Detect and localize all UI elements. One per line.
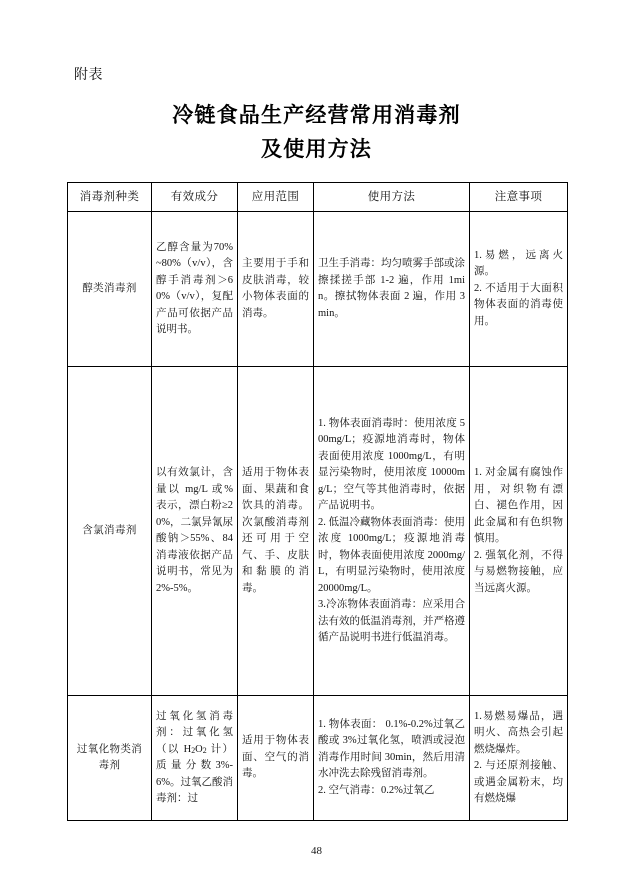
- caution-item: 1.易燃，远离火源。: [474, 249, 563, 278]
- column-header-usage: 使用方法: [314, 183, 470, 212]
- usage-item: 2. 低温冷藏物体表面消毒：使用浓度 1000mg/L；疫源地消毒时，物体表面使用浓度 2000mg/L，有明显污染物时，使用浓度 20000mg/L。: [318, 516, 465, 594]
- table-row: [68, 367, 568, 696]
- cell-usage: [314, 696, 470, 821]
- column-header-active-ingredient: 有效成分: [152, 183, 238, 212]
- cell-category: 过氧化物类消毒剂: [68, 696, 152, 821]
- disinfectant-table: [67, 182, 568, 821]
- cell-active-ingredient: [152, 696, 238, 821]
- cell-active-ingredient: 乙醇含量为70%~80%（v/v），含醇手消毒剂＞60%（v/v），复配产品可依据产品说明书。: [152, 212, 238, 367]
- cell-scope: 适用于物体表面、果蔬和食饮具的消毒。次氯酸消毒剂还可用于空气、手、皮肤和黏膜的消毒。: [238, 367, 314, 696]
- caution-item: 2. 强氧化剂，不得与易燃物接触，应当远离火源。: [474, 549, 563, 594]
- active-ingredient-suffix: 计）质量分数3%-6%。过氧乙酸消毒剂：过: [156, 743, 234, 804]
- cell-cautions: [470, 696, 568, 821]
- column-header-scope: 应用范围: [238, 183, 314, 212]
- formula-subscript: 2: [191, 746, 196, 756]
- cell-category: 醇类消毒剂: [68, 212, 152, 367]
- cell-category: 含氯消毒剂: [68, 367, 152, 696]
- usage-item: 1. 物体表面： 0.1%-0.2%过氧乙酸或 3%过氧化氢，喷洒或浸泡消毒作用时间 30min，然后用清水冲洗去除残留消毒剂。: [318, 718, 465, 780]
- table-row: [68, 212, 568, 367]
- cell-scope: 主要用于手和皮肤消毒，较小物体表面的消毒。: [238, 212, 314, 367]
- page-title-line-2: 及使用方法: [261, 137, 372, 161]
- attachment-label: 附表: [74, 68, 103, 83]
- cell-usage: 卫生手消毒：均匀喷雾手部或涂擦揉搓手部 1-2 遍，作用 1min。擦拭物体表面 2 遍，作用 3min。: [314, 212, 470, 367]
- cell-active-ingredient: 以有效氯计，含量以 mg/L 或%表示，漂白粉≥20%，二氯异氰尿酸钠＞55%、84 消毒液依据产品说明书，常见为2%-5%。: [152, 367, 238, 696]
- caution-item: 2. 不适用于大面积物体表面的消毒使用。: [474, 282, 563, 327]
- page-number: 48: [311, 845, 322, 857]
- page-title: [0, 98, 633, 166]
- cell-cautions: [470, 212, 568, 367]
- page-title-line-1: 冷链食品生产经营常用消毒剂: [172, 103, 461, 127]
- caution-item: 2. 与还原剂接触、或遇金属粉末，均有燃烧爆: [474, 760, 563, 804]
- column-header-cautions: 注意事项: [470, 183, 568, 212]
- table-row: [68, 696, 568, 821]
- column-header-category: 消毒剂种类: [68, 183, 152, 212]
- cell-scope: 适用于物体表面、空气的消毒。: [238, 696, 314, 821]
- table-header-row: [68, 183, 568, 212]
- formula-subscript: 2: [202, 746, 207, 756]
- usage-item: 1. 物体表面消毒时：使用浓度 500mg/L；疫源地消毒时，物体表面使用浓度 1000mg/L，有明显污染物时，使用浓度 10000mg/L；空气等其他消毒时，依据产品说明书。: [318, 417, 465, 511]
- usage-item: 3.冷冻物体表面消毒：应采用合法有效的低温消毒剂，并严格遵循产品说明书进行低温消毒。: [318, 599, 465, 643]
- active-ingredient-mid: O: [195, 743, 203, 755]
- caution-item: 1.易燃易爆品，遇明火、高热会引起燃烧爆炸。: [474, 710, 563, 755]
- cell-usage: [314, 367, 470, 696]
- caution-item: 1. 对金属有腐蚀作用，对织物有漂白、褪色作用，因此金属和有色织物慎用。: [474, 467, 563, 544]
- cell-cautions: [470, 367, 568, 696]
- active-ingredient-prefix: 过氧化氢消毒剂：过氧化氢（以 H: [156, 710, 233, 755]
- usage-item: 2. 空气消毒：0.2%过氧乙: [318, 784, 435, 796]
